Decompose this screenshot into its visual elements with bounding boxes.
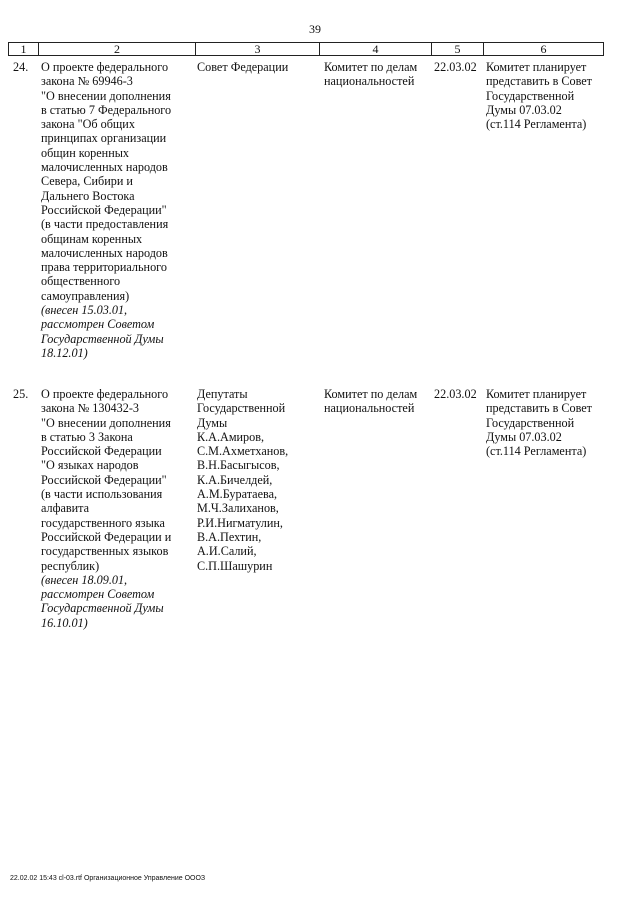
initiator-line: А.М.Буратаева, [197,487,278,502]
description-line: республик) [41,558,100,573]
description-line: государственных языков [41,544,169,559]
description-line: в статью 3 Закона [41,429,133,444]
bill-description [41,60,191,360]
description-line: закона № 130432-3 [41,401,139,416]
description-line: общин коренных [41,145,129,160]
plan-line: (ст.114 Регламента) [486,444,587,459]
responsible-committee [324,60,432,89]
submission-note-line: рассмотрен Советом [41,587,155,602]
description-line: малочисленных народов [41,245,168,260]
legislative-initiator [197,60,315,74]
submission-note-line: 18.12.01) [41,345,88,360]
committee-line: национальностей [324,74,415,89]
entry-number: 24. [13,60,29,74]
description-line: Севера, Сибири и [41,174,133,189]
description-line: "О внесении дополнения [41,88,171,103]
description-line: алфавита [41,501,90,516]
initiator-line: К.А.Амиров, [197,429,265,444]
committee-plan [486,60,602,131]
initiator-line: С.М.Ахметханов, [197,444,289,459]
description-line: самоуправления) [41,288,130,303]
description-line: Российской Федерации" [41,472,167,487]
column-header-5: 5 [432,43,484,55]
initiator-line: Думы [197,415,228,430]
initiator-line: Р.И.Нигматулин, [197,515,283,530]
initiator-line: В.А.Пехтин, [197,529,262,544]
description-line: (в части предоставления [41,217,169,232]
submission-note-line: Государственной Думы [41,601,164,616]
entry-date: 22.03.02 [434,387,477,401]
description-line: "О языках народов [41,458,139,473]
submission-note-line: (внесен 18.09.01, [41,572,128,587]
table-header-row [8,42,604,56]
initiator-line: В.Н.Басыгысов, [197,458,280,473]
description-line: Российской Федерации" [41,202,167,217]
submission-note-line: Государственной Думы [41,331,164,346]
description-line: "О внесении дополнения [41,415,171,430]
plan-line: Государственной [486,415,575,430]
committee-line: Комитет по делам [324,60,418,74]
description-line: закона "Об общих [41,117,135,132]
initiator-line: С.П.Шашурин [197,558,273,573]
plan-line: Думы 07.03.02 [486,102,562,117]
plan-line: представить в Совет [486,401,593,416]
entry-date: 22.03.02 [434,60,477,74]
description-line: Российской Федерации и [41,529,172,544]
entry-number: 25. [13,387,29,401]
initiator-line: М.Ч.Залиханов, [197,501,279,516]
plan-line: представить в Совет [486,74,593,89]
plan-line: Комитет планирует [486,387,587,401]
initiator-line: Государственной [197,401,286,416]
responsible-committee [324,387,432,416]
column-header-3: 3 [196,43,320,55]
submission-note-line: рассмотрен Советом [41,317,155,332]
description-line: О проекте федерального [41,387,169,401]
description-line: Дальнего Востока [41,188,135,203]
initiator-line: А.И.Салий, [197,544,257,559]
column-header-1: 1 [9,43,39,55]
description-line: принципах организации [41,131,167,146]
initiator-line: Депутаты [197,387,248,401]
column-header-4: 4 [320,43,432,55]
description-line: в статью 7 Федерального [41,102,172,117]
description-line: закона № 69946-3 [41,74,133,89]
document-footer: 22.02.02 15:43 cl-03.rtf Организационное Управление ОООЗ [10,875,206,882]
plan-line: Государственной [486,88,575,103]
committee-line: Комитет по делам [324,387,418,401]
column-header-6: 6 [540,42,547,56]
legislative-initiator [197,387,315,573]
description-line: (в части использования [41,487,163,502]
description-line: малочисленных народов [41,160,168,175]
initiator-line: К.А.Бичелдей, [197,472,273,487]
bill-description [41,387,191,630]
description-line: Российской Федерации [41,444,162,459]
submission-note-line: 16.10.01) [41,615,88,630]
page-number: 39 [309,22,321,36]
committee-plan [486,387,602,458]
description-line: общинам коренных [41,231,143,246]
description-line: О проекте федерального [41,60,169,74]
column-header-2: 2 [39,43,196,55]
plan-line: Комитет планирует [486,60,587,74]
submission-note-line: (внесен 15.03.01, [41,303,128,318]
description-line: права территориального [41,260,167,275]
description-line: общественного [41,274,121,289]
description-line: государственного языка [41,515,165,530]
plan-line: Думы 07.03.02 [486,429,562,444]
committee-line: национальностей [324,401,415,416]
plan-line: (ст.114 Регламента) [486,117,587,132]
initiator-line: Совет Федерации [197,60,289,74]
